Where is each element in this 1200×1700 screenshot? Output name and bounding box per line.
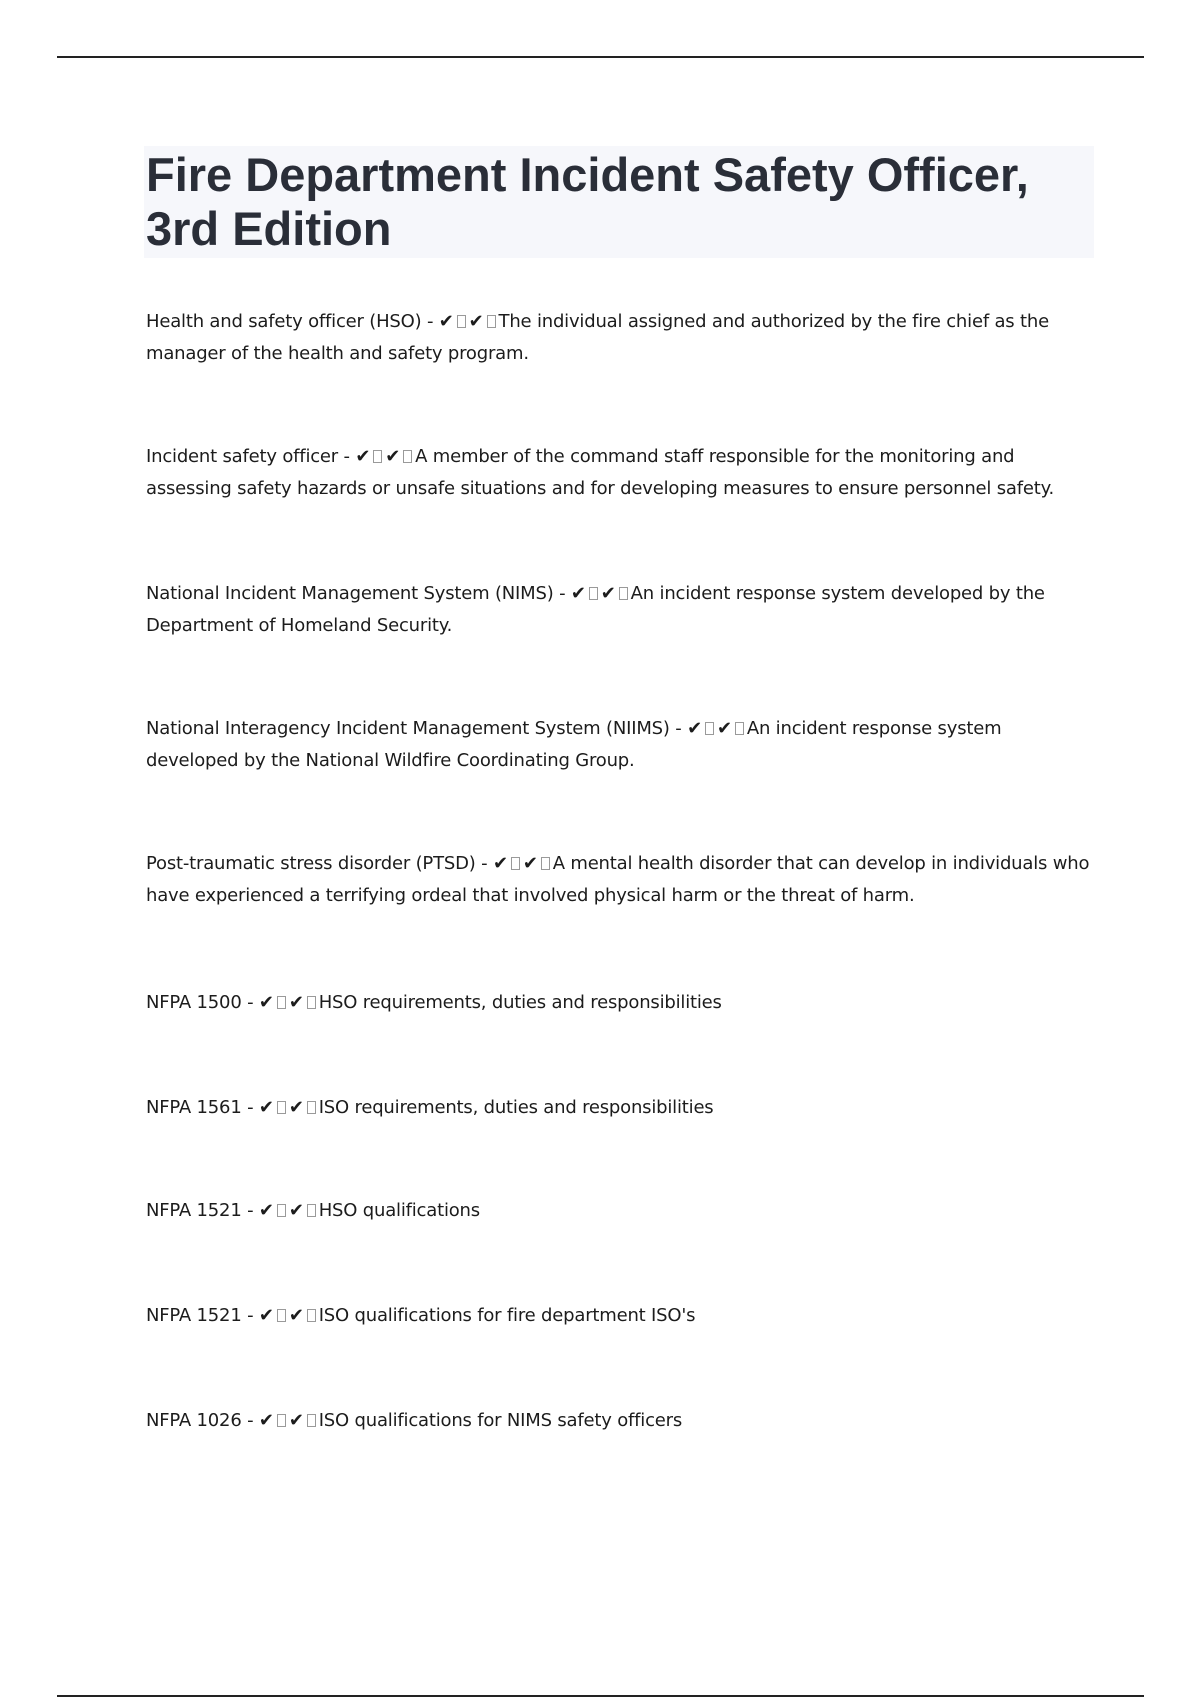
title-banner [144, 146, 1094, 258]
entry-definition: ISO qualifications for fire department ISO's [318, 1305, 696, 1326]
check-icon: ✔ [288, 1305, 304, 1326]
entry-term: Post-traumatic stress disorder (PTSD) [146, 853, 476, 874]
entry-separator: - [241, 1305, 259, 1326]
check-icon: ✔ [288, 1410, 304, 1431]
check-icon: ✔ [687, 718, 702, 739]
entry-term: Health and safety officer (HSO) [146, 311, 422, 332]
check-icon: ✔ [258, 992, 274, 1013]
entry-definition: An incident response system developed by the National Wildfire Coordinating Group. [146, 718, 1002, 771]
missing-glyph-icon [541, 857, 550, 870]
entry-term: NFPA 1561 [146, 1097, 242, 1118]
missing-glyph-icon [373, 450, 382, 463]
document-title: Fire Department Incident Safety Officer, 3rd Edition [146, 148, 1029, 255]
entry-definition: The individual assigned and authorized by the fire chief as the manager of the health and safety program. [146, 311, 1049, 364]
entry-definition: HSO qualifications [318, 1200, 480, 1221]
missing-glyph-icon [277, 1309, 286, 1322]
check-icon: ✔ [522, 853, 538, 874]
entry-definition: An incident response system developed by the Department of Homeland Security. [146, 583, 1045, 636]
entry-separator: - [669, 718, 688, 739]
missing-glyph-icon [619, 587, 628, 600]
check-icon: ✔ [258, 1410, 274, 1431]
check-icon: ✔ [570, 583, 586, 604]
glossary-entry [146, 848, 1096, 912]
entry-separator: - [421, 311, 439, 332]
header-rule [57, 56, 1144, 58]
check-icon: ✔ [288, 1200, 304, 1221]
footer-rule [57, 1695, 1144, 1697]
missing-glyph-icon [277, 1204, 286, 1217]
glossary-entry [146, 1092, 1096, 1124]
missing-glyph-icon [307, 1414, 316, 1427]
missing-glyph-icon [735, 722, 744, 735]
check-icon: ✔ [385, 446, 401, 467]
entry-separator: - [241, 1200, 259, 1221]
entry-separator: - [241, 1410, 259, 1431]
missing-glyph-icon [277, 1101, 286, 1114]
entry-separator: - [338, 446, 356, 467]
missing-glyph-icon [307, 1101, 316, 1114]
entry-definition: ISO requirements, duties and responsibilities [318, 1097, 714, 1118]
entry-term: National Incident Management System (NIMS) [146, 583, 554, 604]
missing-glyph-icon [705, 722, 714, 735]
glossary-entry [146, 578, 1096, 642]
check-icon: ✔ [600, 583, 616, 604]
entry-definition: ISO qualifications for NIMS safety officers [318, 1410, 683, 1431]
glossary-entry [146, 987, 1096, 1019]
check-icon: ✔ [355, 446, 371, 467]
glossary-entry [146, 1300, 1096, 1332]
missing-glyph-icon [511, 857, 520, 870]
missing-glyph-icon [307, 1204, 316, 1217]
entry-definition: HSO requirements, duties and responsibilities [318, 992, 722, 1013]
entry-term: NFPA 1500 [146, 992, 242, 1013]
entry-separator: - [553, 583, 571, 604]
check-icon: ✔ [258, 1200, 274, 1221]
entry-term: NFPA 1026 [146, 1410, 242, 1431]
entry-term: National Interagency Incident Management System (NIIMS) [146, 718, 670, 739]
missing-glyph-icon [589, 587, 598, 600]
check-icon: ✔ [468, 311, 484, 332]
check-icon: ✔ [288, 1097, 304, 1118]
entry-term: NFPA 1521 [146, 1305, 242, 1326]
check-icon: ✔ [258, 1097, 274, 1118]
entry-separator: - [475, 853, 493, 874]
glossary-entry [146, 1195, 1096, 1227]
missing-glyph-icon [487, 315, 496, 328]
missing-glyph-icon [277, 1414, 286, 1427]
missing-glyph-icon [277, 996, 286, 1009]
check-icon: ✔ [716, 718, 732, 739]
entry-definition: A member of the command staff responsible for the monitoring and assessing safety hazards or unsafe situations and for developing measures to ensure personnel safety. [146, 446, 1055, 499]
missing-glyph-icon [457, 315, 466, 328]
check-icon: ✔ [288, 992, 304, 1013]
missing-glyph-icon [307, 1309, 316, 1322]
missing-glyph-icon [403, 450, 412, 463]
entry-term: NFPA 1521 [146, 1200, 242, 1221]
check-icon: ✔ [258, 1305, 274, 1326]
entry-separator: - [241, 992, 259, 1013]
entry-definition: A mental health disorder that can develop in individuals who have experienced a terrifying ordeal that involved physical harm or the threat of harm. [146, 853, 1090, 906]
glossary-entry [146, 441, 1096, 505]
glossary-entry [146, 306, 1096, 370]
glossary-entry [146, 713, 1096, 777]
missing-glyph-icon [307, 996, 316, 1009]
entry-term: Incident safety officer [146, 446, 339, 467]
glossary-entry [146, 1405, 1096, 1437]
entry-separator: - [241, 1097, 259, 1118]
check-icon: ✔ [492, 853, 508, 874]
check-icon: ✔ [438, 311, 454, 332]
